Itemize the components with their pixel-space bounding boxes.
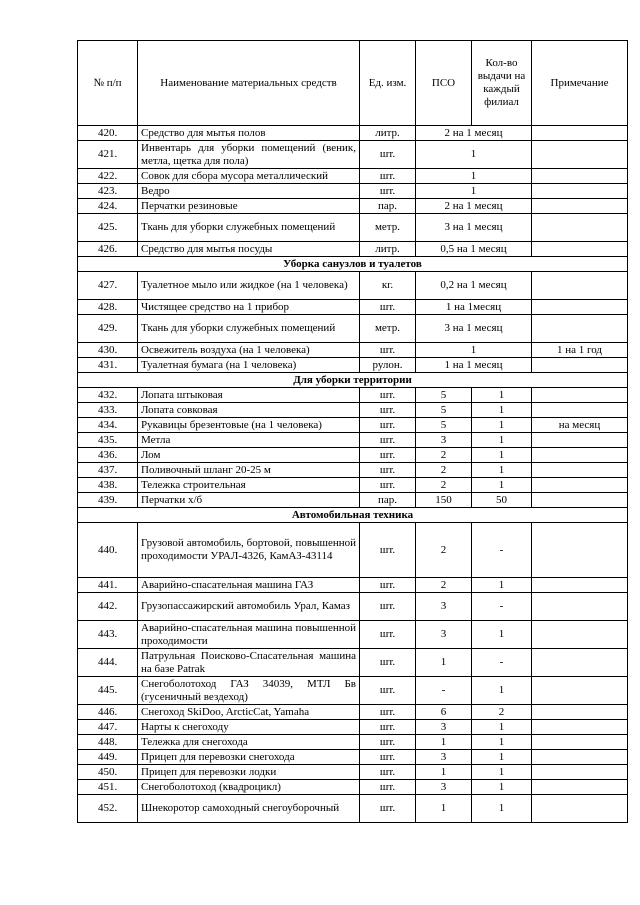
- table-row: [78, 199, 628, 214]
- item-name: Перчатки х/б: [138, 493, 360, 508]
- row-number: 436.: [78, 448, 138, 463]
- note-cell: [532, 493, 628, 508]
- pso-cell: 3: [416, 433, 472, 448]
- row-number: 425.: [78, 214, 138, 242]
- unit-cell: кг.: [360, 272, 416, 300]
- qty-cell: 1: [472, 735, 532, 750]
- row-number: 448.: [78, 735, 138, 750]
- row-number: 422.: [78, 169, 138, 184]
- note-cell: [532, 358, 628, 373]
- note-cell: [532, 649, 628, 677]
- qty-cell: 1: [472, 780, 532, 795]
- header-note: Примечание: [532, 41, 628, 126]
- row-number: 446.: [78, 705, 138, 720]
- row-number: 433.: [78, 403, 138, 418]
- item-name: Грузовой автомобиль, бортовой, повышенной проходимости УРАЛ-4326, КамАЗ-43114: [138, 523, 360, 578]
- table-row: [78, 141, 628, 169]
- section-header-row: [78, 508, 628, 523]
- unit-cell: шт.: [360, 780, 416, 795]
- pso-cell: 3: [416, 720, 472, 735]
- pso-cell: 2: [416, 478, 472, 493]
- item-name: Ткань для уборки служебных помещений: [138, 315, 360, 343]
- qty-cell: 1: [472, 795, 532, 823]
- note-cell: [532, 677, 628, 705]
- pso-cell: 3: [416, 750, 472, 765]
- row-number: 451.: [78, 780, 138, 795]
- note-cell: [532, 169, 628, 184]
- item-name: Туалетное мыло или жидкое (на 1 человека): [138, 272, 360, 300]
- item-name: Лопата совковая: [138, 403, 360, 418]
- table-row: [78, 388, 628, 403]
- unit-cell: шт.: [360, 141, 416, 169]
- unit-cell: пар.: [360, 493, 416, 508]
- table-row: [78, 343, 628, 358]
- note-cell: [532, 463, 628, 478]
- item-name: Нарты к снегоходу: [138, 720, 360, 735]
- pso-cell: 1: [416, 649, 472, 677]
- quantity-merged-cell: 2 на 1 месяц: [416, 126, 532, 141]
- table-row: [78, 621, 628, 649]
- table-row: [78, 358, 628, 373]
- table-row: [78, 403, 628, 418]
- row-number: 449.: [78, 750, 138, 765]
- row-number: 429.: [78, 315, 138, 343]
- section-header-row: [78, 373, 628, 388]
- unit-cell: шт.: [360, 184, 416, 199]
- item-name: Снегоболотоход (квадроцикл): [138, 780, 360, 795]
- pso-cell: 5: [416, 388, 472, 403]
- table-row: [78, 126, 628, 141]
- qty-cell: 1: [472, 750, 532, 765]
- pso-cell: 3: [416, 780, 472, 795]
- item-name: Прицеп для перевозки лодки: [138, 765, 360, 780]
- row-number: 420.: [78, 126, 138, 141]
- qty-cell: 1: [472, 403, 532, 418]
- qty-cell: 1: [472, 388, 532, 403]
- quantity-merged-cell: 1: [416, 169, 532, 184]
- qty-cell: 1: [472, 478, 532, 493]
- row-number: 452.: [78, 795, 138, 823]
- note-cell: [532, 199, 628, 214]
- row-number: 441.: [78, 578, 138, 593]
- unit-cell: шт.: [360, 720, 416, 735]
- note-cell: [532, 433, 628, 448]
- row-number: 421.: [78, 141, 138, 169]
- qty-cell: 2: [472, 705, 532, 720]
- row-number: 432.: [78, 388, 138, 403]
- item-name: Поливочный шланг 20-25 м: [138, 463, 360, 478]
- row-number: 426.: [78, 242, 138, 257]
- item-name: Шнекоротор самоходный снегоуборочный: [138, 795, 360, 823]
- quantity-merged-cell: 1: [416, 343, 532, 358]
- table-row: [78, 448, 628, 463]
- unit-cell: шт.: [360, 343, 416, 358]
- table-row: [78, 463, 628, 478]
- item-name: Ткань для уборки служебных помещений: [138, 214, 360, 242]
- item-name: Освежитель воздуха (на 1 человека): [138, 343, 360, 358]
- pso-cell: -: [416, 677, 472, 705]
- header-name: Наименование материальных средств: [138, 41, 360, 126]
- table-row: [78, 765, 628, 780]
- unit-cell: шт.: [360, 677, 416, 705]
- note-cell: [532, 272, 628, 300]
- table-row: [78, 300, 628, 315]
- table-row: [78, 214, 628, 242]
- row-number: 427.: [78, 272, 138, 300]
- note-cell: [532, 214, 628, 242]
- pso-cell: 1: [416, 795, 472, 823]
- note-cell: [532, 750, 628, 765]
- header-num: № п/п: [78, 41, 138, 126]
- note-cell: [532, 403, 628, 418]
- pso-cell: 2: [416, 448, 472, 463]
- section-header-row: [78, 257, 628, 272]
- item-name: Грузопассажирский автомобиль Урал, Камаз: [138, 593, 360, 621]
- table-row: [78, 478, 628, 493]
- note-cell: [532, 315, 628, 343]
- row-number: 440.: [78, 523, 138, 578]
- table-row: [78, 433, 628, 448]
- header-unit: Ед. изм.: [360, 41, 416, 126]
- quantity-merged-cell: 3 на 1 месяц: [416, 315, 532, 343]
- quantity-merged-cell: 1 на 1 месяц: [416, 358, 532, 373]
- note-cell: на месяц: [532, 418, 628, 433]
- unit-cell: шт.: [360, 169, 416, 184]
- row-number: 442.: [78, 593, 138, 621]
- unit-cell: литр.: [360, 242, 416, 257]
- item-name: Средство для мытья полов: [138, 126, 360, 141]
- qty-cell: 1: [472, 418, 532, 433]
- unit-cell: шт.: [360, 478, 416, 493]
- row-number: 434.: [78, 418, 138, 433]
- qty-cell: 1: [472, 765, 532, 780]
- pso-cell: 150: [416, 493, 472, 508]
- qty-cell: 1: [472, 433, 532, 448]
- pso-cell: 1: [416, 735, 472, 750]
- unit-cell: шт.: [360, 795, 416, 823]
- note-cell: [532, 720, 628, 735]
- table-row: [78, 493, 628, 508]
- note-cell: [532, 141, 628, 169]
- header-pso: ПСО: [416, 41, 472, 126]
- table-row: [78, 169, 628, 184]
- qty-cell: 1: [472, 621, 532, 649]
- quantity-merged-cell: 1: [416, 184, 532, 199]
- row-number: 428.: [78, 300, 138, 315]
- note-cell: [532, 578, 628, 593]
- table-row: [78, 418, 628, 433]
- quantity-merged-cell: 0,5 на 1 месяц: [416, 242, 532, 257]
- unit-cell: шт.: [360, 448, 416, 463]
- note-cell: [532, 478, 628, 493]
- pso-cell: 6: [416, 705, 472, 720]
- unit-cell: шт.: [360, 418, 416, 433]
- item-name: Патрульная Поисково-Спасательная машина на базе Patrak: [138, 649, 360, 677]
- unit-cell: шт.: [360, 765, 416, 780]
- table-row: [78, 242, 628, 257]
- header-row: [78, 41, 628, 126]
- quantity-merged-cell: 1 на 1месяц: [416, 300, 532, 315]
- note-cell: [532, 126, 628, 141]
- unit-cell: метр.: [360, 214, 416, 242]
- item-name: Снегоболотоход ГАЗ 34039, МТЛ Бв (гусеничный вездеход): [138, 677, 360, 705]
- qty-cell: 1: [472, 448, 532, 463]
- row-number: 431.: [78, 358, 138, 373]
- table-row: [78, 750, 628, 765]
- item-name: Инвентарь для уборки помещений (веник, метла, щетка для пола): [138, 141, 360, 169]
- item-name: Тележка строительная: [138, 478, 360, 493]
- table-row: [78, 272, 628, 300]
- table-row: [78, 593, 628, 621]
- pso-cell: 1: [416, 765, 472, 780]
- table-row: [78, 578, 628, 593]
- section-title: Для уборки территории: [78, 373, 628, 388]
- unit-cell: шт.: [360, 523, 416, 578]
- row-number: 443.: [78, 621, 138, 649]
- quantity-merged-cell: 2 на 1 месяц: [416, 199, 532, 214]
- note-cell: [532, 705, 628, 720]
- row-number: 424.: [78, 199, 138, 214]
- row-number: 437.: [78, 463, 138, 478]
- qty-cell: 50: [472, 493, 532, 508]
- table-row: [78, 315, 628, 343]
- unit-cell: шт.: [360, 649, 416, 677]
- qty-cell: 1: [472, 677, 532, 705]
- unit-cell: шт.: [360, 621, 416, 649]
- row-number: 445.: [78, 677, 138, 705]
- note-cell: [532, 388, 628, 403]
- unit-cell: рулон.: [360, 358, 416, 373]
- row-number: 439.: [78, 493, 138, 508]
- note-cell: [532, 621, 628, 649]
- unit-cell: шт.: [360, 735, 416, 750]
- item-name: Туалетная бумага (на 1 человека): [138, 358, 360, 373]
- pso-cell: 2: [416, 463, 472, 478]
- unit-cell: шт.: [360, 300, 416, 315]
- table-body: [78, 126, 628, 823]
- unit-cell: шт.: [360, 388, 416, 403]
- pso-cell: 5: [416, 418, 472, 433]
- item-name: Аварийно-спасательная машина ГАЗ: [138, 578, 360, 593]
- note-cell: [532, 300, 628, 315]
- qty-cell: -: [472, 523, 532, 578]
- item-name: Аварийно-спасательная машина повышенной проходимости: [138, 621, 360, 649]
- unit-cell: шт.: [360, 463, 416, 478]
- qty-cell: -: [472, 649, 532, 677]
- row-number: 444.: [78, 649, 138, 677]
- unit-cell: шт.: [360, 578, 416, 593]
- item-name: Тележка для снегохода: [138, 735, 360, 750]
- note-cell: [532, 795, 628, 823]
- note-cell: [532, 780, 628, 795]
- materials-table: [77, 40, 628, 823]
- quantity-merged-cell: 3 на 1 месяц: [416, 214, 532, 242]
- qty-cell: 1: [472, 463, 532, 478]
- item-name: Прицеп для перевозки снегохода: [138, 750, 360, 765]
- table-row: [78, 677, 628, 705]
- item-name: Метла: [138, 433, 360, 448]
- item-name: Средство для мытья посуды: [138, 242, 360, 257]
- qty-cell: -: [472, 593, 532, 621]
- document-page: [77, 40, 627, 823]
- unit-cell: метр.: [360, 315, 416, 343]
- table-row: [78, 780, 628, 795]
- unit-cell: шт.: [360, 750, 416, 765]
- unit-cell: шт.: [360, 593, 416, 621]
- item-name: Рукавицы брезентовые (на 1 человека): [138, 418, 360, 433]
- section-title: Автомобильная техника: [78, 508, 628, 523]
- row-number: 423.: [78, 184, 138, 199]
- header-qty: Кол-во выдачи на каждый филиал: [472, 41, 532, 126]
- unit-cell: шт.: [360, 403, 416, 418]
- table-row: [78, 720, 628, 735]
- item-name: Лом: [138, 448, 360, 463]
- section-title: Уборка санузлов и туалетов: [78, 257, 628, 272]
- qty-cell: 1: [472, 578, 532, 593]
- note-cell: [532, 765, 628, 780]
- table-row: [78, 795, 628, 823]
- pso-cell: 2: [416, 578, 472, 593]
- note-cell: [532, 448, 628, 463]
- table-row: [78, 705, 628, 720]
- note-cell: [532, 593, 628, 621]
- unit-cell: шт.: [360, 705, 416, 720]
- item-name: Перчатки резиновые: [138, 199, 360, 214]
- row-number: 430.: [78, 343, 138, 358]
- table-row: [78, 184, 628, 199]
- item-name: Ведро: [138, 184, 360, 199]
- item-name: Совок для сбора мусора металлический: [138, 169, 360, 184]
- item-name: Снегоход SkiDoo, ArcticCat, Yamaha: [138, 705, 360, 720]
- row-number: 447.: [78, 720, 138, 735]
- unit-cell: пар.: [360, 199, 416, 214]
- row-number: 435.: [78, 433, 138, 448]
- row-number: 438.: [78, 478, 138, 493]
- unit-cell: шт.: [360, 433, 416, 448]
- pso-cell: 3: [416, 593, 472, 621]
- table-row: [78, 523, 628, 578]
- table-row: [78, 649, 628, 677]
- note-cell: [532, 184, 628, 199]
- row-number: 450.: [78, 765, 138, 780]
- qty-cell: 1: [472, 720, 532, 735]
- pso-cell: 2: [416, 523, 472, 578]
- quantity-merged-cell: 1: [416, 141, 532, 169]
- item-name: Лопата штыковая: [138, 388, 360, 403]
- unit-cell: литр.: [360, 126, 416, 141]
- item-name: Чистящее средство на 1 прибор: [138, 300, 360, 315]
- note-cell: 1 на 1 год: [532, 343, 628, 358]
- quantity-merged-cell: 0,2 на 1 месяц: [416, 272, 532, 300]
- pso-cell: 5: [416, 403, 472, 418]
- note-cell: [532, 242, 628, 257]
- note-cell: [532, 735, 628, 750]
- table-row: [78, 735, 628, 750]
- note-cell: [532, 523, 628, 578]
- pso-cell: 3: [416, 621, 472, 649]
